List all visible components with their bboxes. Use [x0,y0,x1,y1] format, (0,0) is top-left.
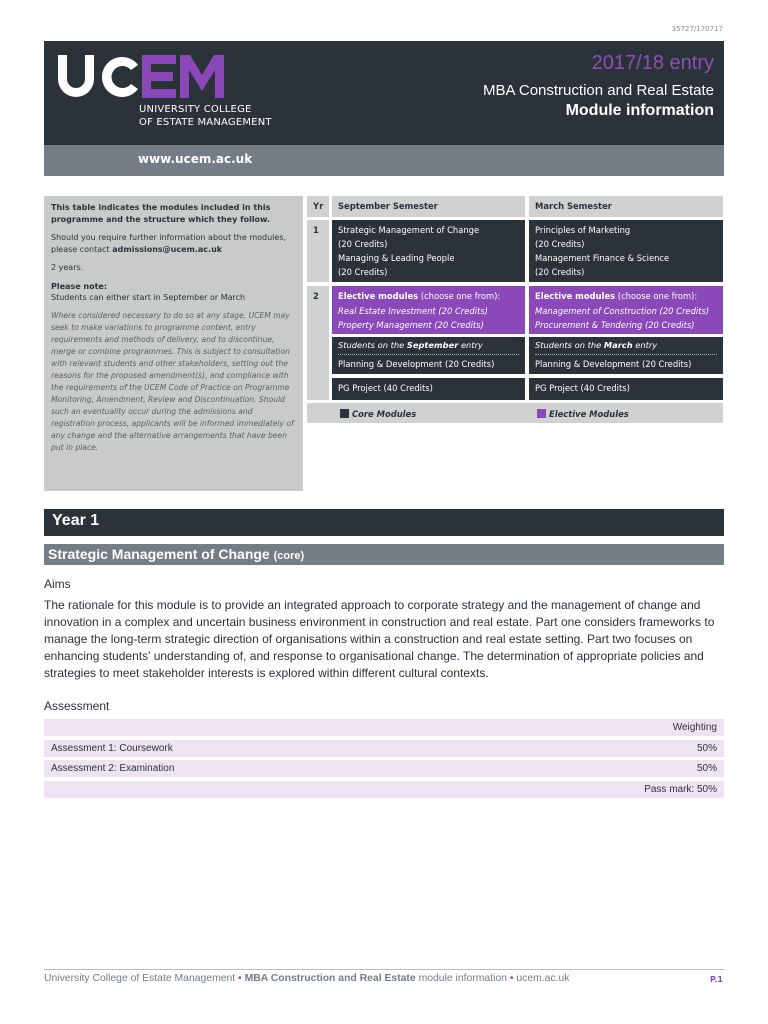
year-1-label: 1 [307,220,329,282]
entry-year: 2017/18 entry [591,52,714,74]
y1-march-modules: Principles of Marketing (20 Credits) Management Finance & Science (20 Credits) [529,220,723,282]
table-header-row: Weighting [44,719,724,736]
y2-march-project: PG Project (40 Credits) [529,378,723,400]
admissions-email-link[interactable]: admissions@ucem.ac.uk [112,244,223,254]
year-heading: Year 1 [44,509,724,536]
core-swatch-icon [340,409,349,418]
table-row: Assessment 2: Examination 50% [44,760,724,777]
info-duration: 2 years. [51,263,84,272]
info-disclaimer: Where considered necessary to do so at any stage, UCEM may seek to make variations to programme content, entry requirements and methods of delivery, and to discontinue, merge or combine programmes. This is subject to consultation with relevant students and other stakeholders, setting out the reasons for the proposed amendment(s), and compliance with the requirements of the UCEM Code of Practice on Programme Monitoring, Amendment, Review and Discontinuation. Should such an eventuality occur during the admissions and registration process, applicants will be informed immediately of any change and the alternative arrangements that have been put in place. [51,310,294,452]
footer-text: University College of Estate Management • MBA Construction and Real Estate module information • ucem.ac.uk [44,973,570,984]
page-header [44,41,724,145]
logo-subtitle: UNIVERSITY COLLEGE OF ESTATE MANAGEMENT [139,104,272,128]
document-reference: 35727/170717 [671,25,723,33]
col-header-march: March Semester [529,196,723,217]
table-row: Assessment 1: Coursework 50% [44,740,724,757]
elective-swatch-icon [537,409,546,418]
info-note: Please note: Students can either start in September or March [51,281,246,302]
assessment-table [44,719,724,801]
legend-core: Core Modules [334,404,514,424]
info-intro: This table indicates the modules included in this programme and the structure which they follow. [51,203,271,224]
y2-september-project: PG Project (40 Credits) [332,378,525,400]
y2-september-planning: Students on the September entry Planning & Development (20 Credits) [332,337,525,374]
col-header-yr: Yr [307,196,329,217]
programme-title: MBA Construction and Real Estate [483,82,714,99]
footer-site-link[interactable]: ucem.ac.uk [516,973,570,984]
ucem-logo [56,53,226,99]
website-link[interactable]: www.ucem.ac.uk [138,152,253,166]
module-title: Strategic Management of Change (core) [44,544,724,565]
assessment-heading: Assessment [44,699,110,713]
aims-text: The rationale for this module is to provide an integrated approach to corporate strategy and the management of change and innovation in a complex and uncertain business environment in construction and real estate. Part one considers frameworks to manage the long-term strategic direction of organisations within a construction and real estate setting. Part two focuses on enhancing students' understanding of, and response to organisational change. The determination of appropriate policies and strategies to meet stakeholder interests is explored within different cultural contexts. [44,598,715,680]
pass-mark-row: Pass mark: 50% [44,781,724,798]
col-header-september: September Semester [332,196,525,217]
footer-divider [44,969,724,970]
y2-september-electives: Elective modules (choose one from): Real Estate Investment (20 Credits) Property Management (20 Credits) [332,286,525,334]
info-box [44,196,303,491]
year-2-label: 2 [307,286,329,400]
aims-heading: Aims [44,577,71,591]
page-number: P.1 [710,975,723,984]
y2-march-electives: Elective modules (choose one from): Management of Construction (20 Credits) Procurement & Tendering (20 Credits) [529,286,723,334]
info-contact: Should you require further information about the modules, please contact admissions@ucem.ac.uk [51,233,287,254]
y1-september-modules: Strategic Management of Change (20 Credits) Managing & Leading People (20 Credits) [332,220,525,282]
legend-elective: Elective Modules [531,404,711,424]
module-information-title: Module information [565,102,714,119]
url-bar [44,145,724,176]
y2-march-planning: Students on the March entry Planning & Development (20 Credits) [529,337,723,374]
